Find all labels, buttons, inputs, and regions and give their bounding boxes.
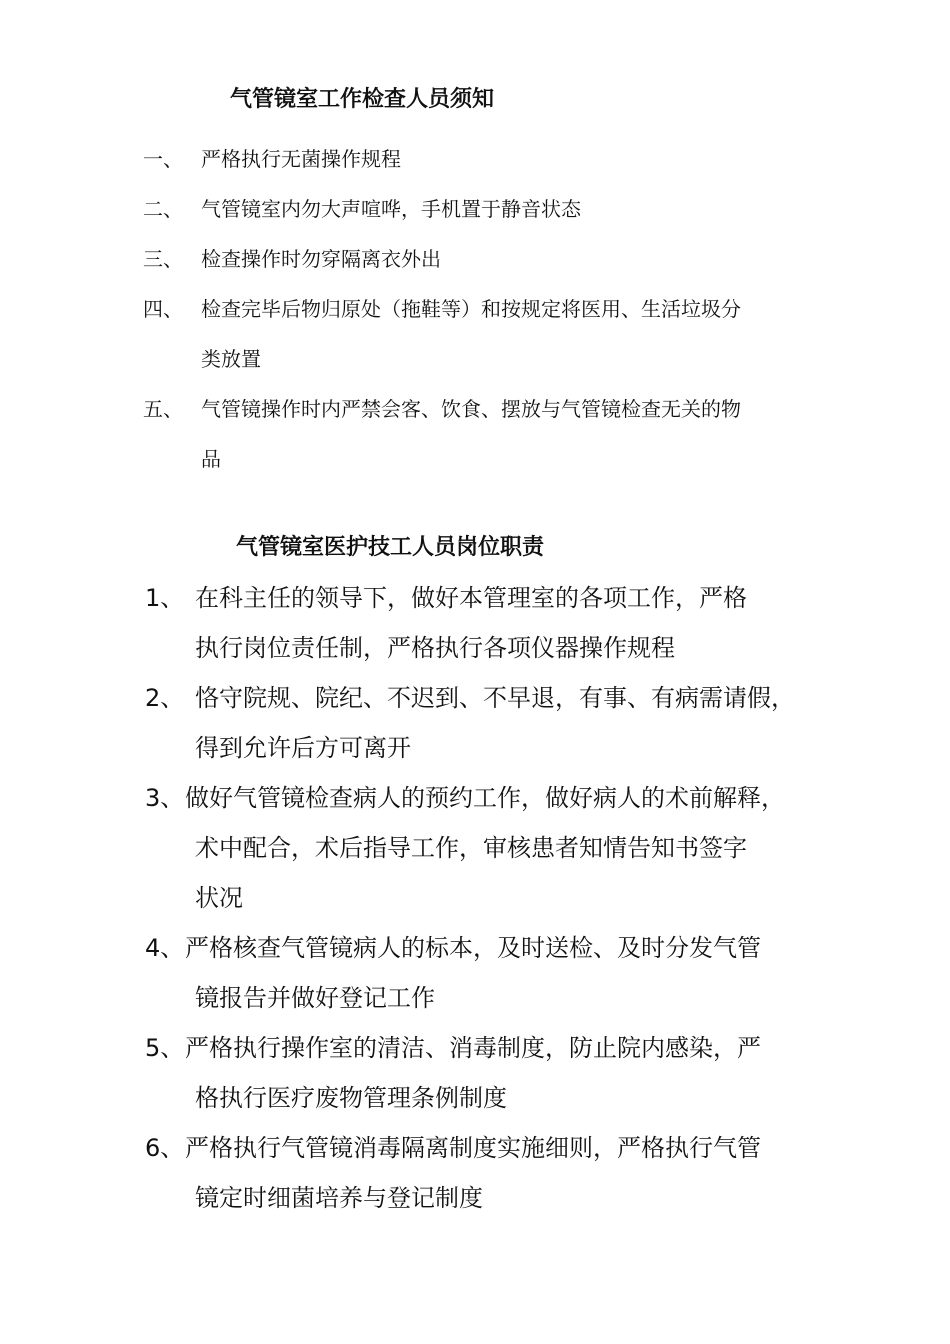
list-item (145, 1023, 845, 1123)
list-item-line: 做好气管镜检查病人的预约工作，做好病人的术前解释， (185, 784, 785, 812)
section1-list (143, 134, 843, 484)
list-marker: 五、 (143, 397, 183, 421)
list-item-line: 状况 (195, 884, 243, 912)
list-item-line: 类放置 (201, 347, 261, 371)
list-item (145, 1123, 845, 1223)
list-marker: 6、 (145, 1134, 185, 1162)
list-item (145, 923, 845, 1023)
list-item (143, 234, 843, 284)
list-item-line: 严格执行气管镜消毒隔离制度实施细则，严格执行气管 (185, 1134, 761, 1162)
list-item-line: 格执行医疗废物管理条例制度 (195, 1084, 507, 1112)
list-marker: 1、 (145, 584, 185, 612)
list-item-text (201, 384, 821, 484)
list-item-text (201, 184, 821, 234)
list-item-line: 恪守院规、院纪、不迟到、不早退，有事、有病需请假， (195, 684, 795, 712)
list-marker: 4、 (145, 934, 185, 962)
section2-list (145, 573, 845, 1223)
list-item-text (201, 284, 821, 384)
section1-title: 气管镜室工作检查人员须知 (230, 87, 495, 112)
list-item-line: 镜报告并做好登记工作 (195, 984, 435, 1012)
list-item-text (195, 573, 835, 673)
list-item-text (185, 1023, 825, 1123)
list-item-line: 严格核查气管镜病人的标本，及时送检、及时分发气管 (185, 934, 761, 962)
list-item-line: 气管镜操作时内严禁会客、饮食、摆放与气管镜检查无关的物 (201, 397, 741, 421)
list-marker: 2、 (145, 684, 185, 712)
list-marker: 5、 (145, 1034, 185, 1062)
list-marker: 一、 (143, 147, 183, 171)
list-item (145, 573, 845, 673)
list-item-line: 在科主任的领导下，做好本管理室的各项工作，严格 (195, 584, 747, 612)
list-marker: 3、 (145, 784, 185, 812)
list-item (143, 284, 843, 384)
list-item-text (185, 923, 825, 1023)
list-item-text (201, 134, 821, 184)
list-item-text (185, 773, 825, 923)
list-item-text (185, 1123, 825, 1223)
list-marker: 三、 (143, 247, 183, 271)
list-marker: 四、 (143, 297, 183, 321)
list-item (145, 673, 845, 773)
list-item (143, 384, 843, 484)
section2-title: 气管镜室医护技工人员岗位职责 (236, 535, 545, 560)
list-item-line: 执行岗位责任制，严格执行各项仪器操作规程 (195, 634, 675, 662)
list-item-line: 得到允许后方可离开 (195, 734, 411, 762)
list-item-line: 严格执行无菌操作规程 (201, 147, 401, 171)
list-item-line: 严格执行操作室的清洁、消毒制度，防止院内感染，严 (185, 1034, 761, 1062)
list-item-line: 检查操作时勿穿隔离衣外出 (201, 247, 441, 271)
list-item-line: 术中配合，术后指导工作，审核患者知情告知书签字 (195, 834, 747, 862)
list-item-line: 气管镜室内勿大声喧哗，手机置于静音状态 (201, 197, 581, 221)
list-item (145, 773, 845, 923)
list-item (143, 134, 843, 184)
list-item-text (201, 234, 821, 284)
list-item-line: 品 (201, 447, 221, 471)
list-item-line: 检查完毕后物归原处（拖鞋等）和按规定将医用、生活垃圾分 (201, 297, 741, 321)
list-item (143, 184, 843, 234)
list-item-line: 镜定时细菌培养与登记制度 (195, 1184, 483, 1212)
list-marker: 二、 (143, 197, 183, 221)
list-item-text (195, 673, 835, 773)
